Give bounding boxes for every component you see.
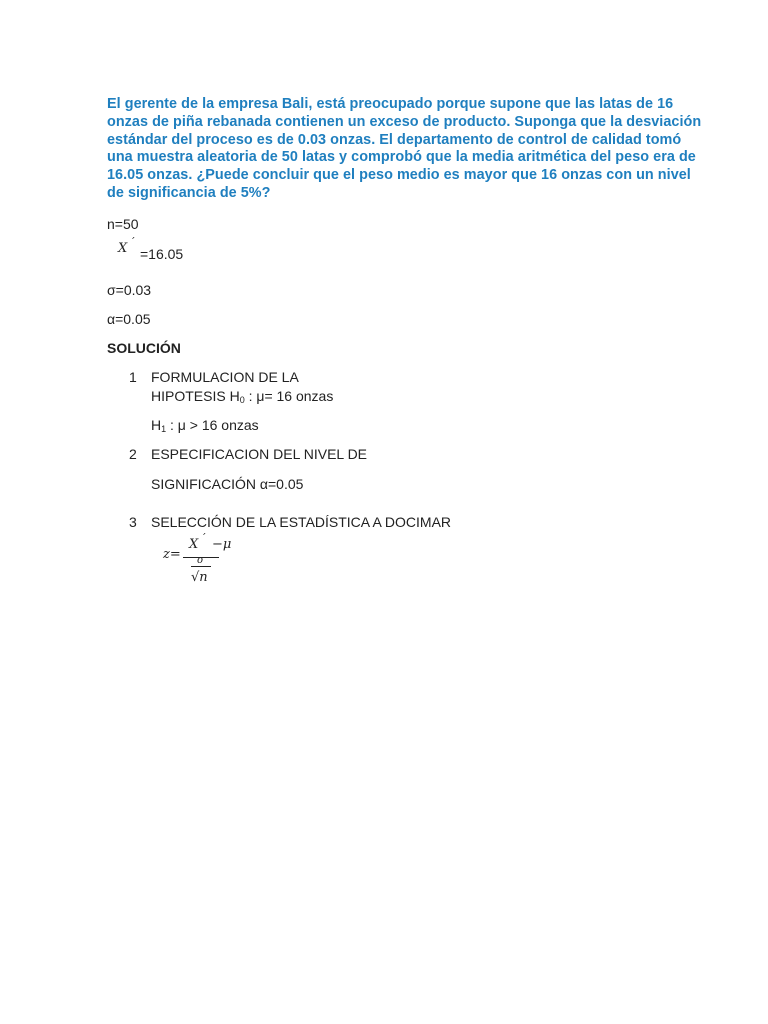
alt-hypothesis-prefix: H	[151, 417, 162, 433]
problem-line: una muestra aleatoria de 50 latas y comprobó que la media aritmética del peso era de	[107, 149, 696, 166]
formula-numerator-rest: −μ	[212, 537, 232, 552]
problem-line: de significancia de 5%?	[107, 184, 271, 201]
formula-lhs: z=	[163, 547, 181, 562]
step-number: 3	[129, 514, 137, 530]
problem-line: estándar del proceso es de 0.03 onzas. El departamento de control de calidad tomó	[107, 131, 682, 148]
alt-hypothesis-suffix: : μ > 16 onzas	[166, 417, 259, 433]
formula-denominator: √n	[191, 570, 208, 585]
formula-numerator-x: X	[189, 537, 199, 552]
formula-inner-fraction-bar	[191, 566, 211, 567]
given-xbar-value: =16.05	[140, 246, 184, 262]
step-2-line-2: SIGNIFICACIÓN α=0.05	[151, 476, 304, 492]
step-2-line-1: ESPECIFICACION DEL NIVEL DE	[151, 446, 368, 462]
formula-numerator-prime: ´	[201, 532, 207, 545]
null-hypothesis-suffix: : μ= 16 onzas	[244, 388, 334, 404]
step-1-alt-hypothesis	[151, 417, 259, 437]
problem-line: onzas de piña rebanada contienen un exceso de producto. Suponga que la desviación	[107, 113, 702, 130]
null-hypothesis-prefix: HIPOTESIS H	[151, 388, 240, 404]
problem-statement	[107, 96, 732, 203]
step-3-line-1: SELECCIÓN DE LA ESTADÍSTICA A DOCIMAR	[151, 514, 452, 530]
step-number: 2	[129, 446, 137, 462]
null-hypothesis-subscript: 0	[239, 395, 245, 405]
step-1-line-1: FORMULACION DE LA	[151, 369, 299, 385]
solution-heading: SOLUCIÓN	[107, 340, 181, 356]
given-xbar-symbol: X	[118, 241, 128, 256]
given-n: n=50	[107, 216, 139, 232]
formula-inner-numerator: σ	[197, 555, 204, 566]
problem-line: 16.05 onzas. ¿Puede concluir que el peso medio es mayor que 16 onzas con un nivel	[107, 167, 691, 184]
problem-line: El gerente de la empresa Bali, está preocupado porque supone que las latas de 16	[107, 96, 674, 112]
given-sigma: σ=0.03	[107, 282, 152, 298]
step-1-null-hypothesis	[151, 388, 333, 408]
step-number: 1	[129, 369, 137, 385]
given-xbar-prime: ´	[130, 236, 136, 249]
given-alpha: α=0.05	[107, 311, 151, 327]
alt-hypothesis-subscript: 1	[161, 424, 167, 434]
